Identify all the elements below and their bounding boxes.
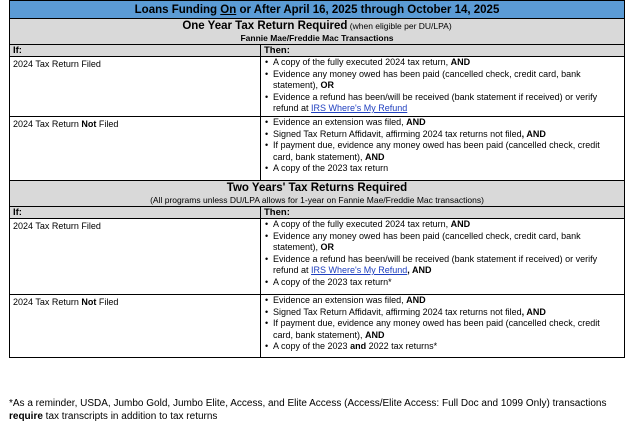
then-column-header: Then: [261,207,625,219]
if-column-header: If: [10,45,261,57]
tax-requirements-document [9,0,624,358]
requirement-item: • Signed Tax Return Affidavit, affirming 2024 tax returns not filed, AND [273,307,621,319]
if-column-header: If: [10,207,261,219]
section-title: One Year Tax Return Required [182,20,348,32]
one-year-section-header [10,19,625,45]
two-year-section-header [10,181,625,207]
requirements-filed [261,57,625,117]
requirement-item: • Evidence an extension was filed, AND [273,117,621,129]
requirement-item: • A copy of the fully executed 2024 tax return, AND [273,57,621,69]
condition-not-filed: 2024 Tax Return Not Filed [10,117,261,181]
requirements-not-filed [261,117,625,181]
requirements-not-filed [261,295,625,358]
condition-not-filed: 2024 Tax Return Not Filed [10,295,261,358]
requirement-item: • Evidence any money owed has been paid (cancelled check, credit card, bank statement), OR [273,69,621,92]
funding-date-banner: Loans Funding On or After April 16, 2025 through October 14, 2025 [10,1,625,19]
irs-refund-link[interactable]: IRS Where's My Refund [311,265,408,275]
requirement-item: • If payment due, evidence any money owed has been paid (cancelled check, credit card, bank statement), AND [273,318,621,341]
condition-filed: 2024 Tax Return Filed [10,57,261,117]
requirements-filed [261,219,625,295]
then-column-header: Then: [261,45,625,57]
requirement-item: • Evidence a refund has been/will be received (bank statement if received) or verify refund at IRS Where's My Refund, AND [273,254,621,277]
requirement-item: • A copy of the 2023 and 2022 tax returns* [273,341,621,353]
requirement-item: • Evidence any money owed has been paid (cancelled check, credit card, bank statement), OR [273,231,621,254]
section-subtitle: Fannie Mae/Freddie Mac Transactions [240,33,394,43]
section-note: (when eligible per DU/LPA) [347,21,452,31]
condition-filed: 2024 Tax Return Filed [10,219,261,295]
requirement-item: • A copy of the 2023 tax return* [273,277,621,289]
requirement-item: • A copy of the fully executed 2024 tax return, AND [273,219,621,231]
tax-requirements-table [9,0,625,358]
requirement-item: • Signed Tax Return Affidavit, affirming 2024 tax returns not filed, AND [273,129,621,141]
requirement-item: • Evidence a refund has been/will be received (bank statement if received) or verify refund at IRS Where's My Refund [273,92,621,115]
requirement-item: • Evidence an extension was filed, AND [273,295,621,307]
footnote: *As a reminder, USDA, Jumbo Gold, Jumbo Elite, Access, and Elite Access (Access/Elite Access: Full Doc and 1099 Only) transactions require tax transcripts in addition to tax returns [9,398,607,422]
irs-refund-link[interactable]: IRS Where's My Refund [311,103,408,113]
requirement-item: • A copy of the 2023 tax return [273,163,621,175]
requirement-item: • If payment due, evidence any money owed has been paid (cancelled check, credit card, bank statement), AND [273,140,621,163]
banner-emphasis: On [220,4,237,16]
section-subtitle: (All programs unless DU/LPA allows for 1-year on Fannie Mae/Freddie Mac transactions) [150,195,484,205]
section-title: Two Years' Tax Returns Required [226,182,408,194]
